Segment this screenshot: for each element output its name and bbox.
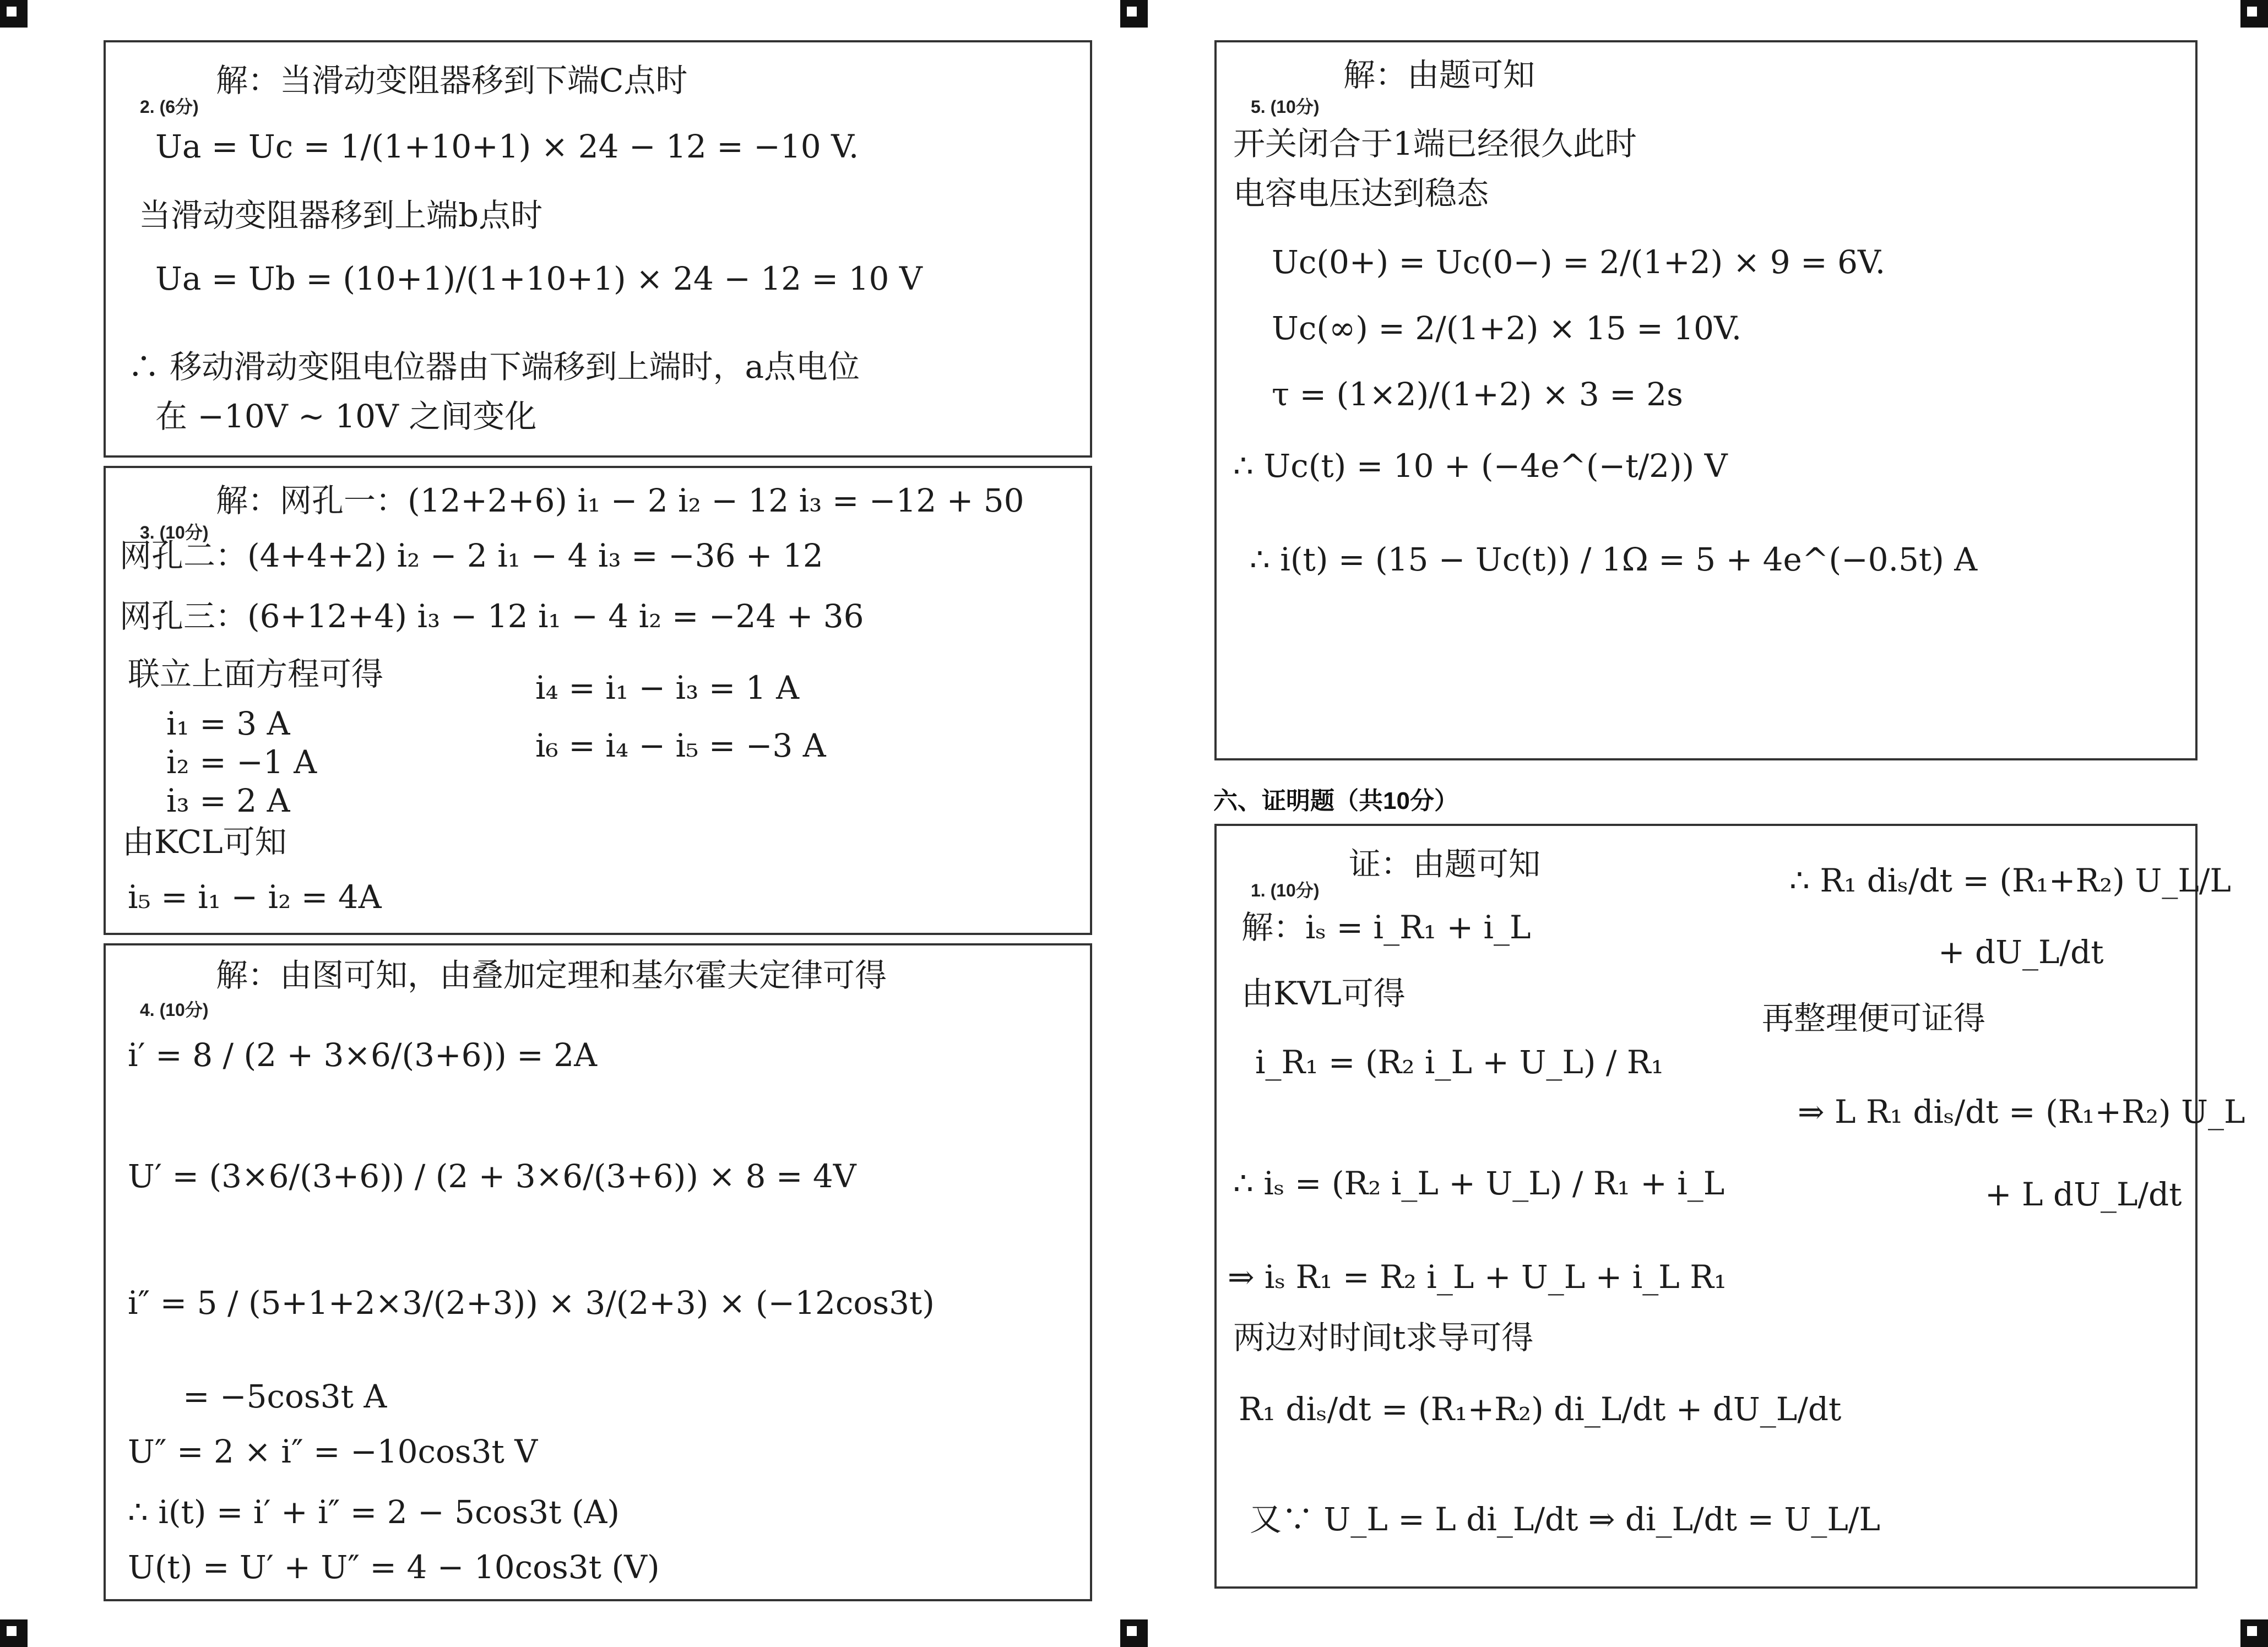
proof-line: 由KVL可得 bbox=[1241, 975, 1406, 1012]
proof-line: R₁ diₛ/dt = (R₁+R₂) di_L/dt + dU_L/dt bbox=[1239, 1390, 1842, 1428]
answer-line: 解：网孔一：(12+2+6) i₁ − 2 i₂ − 12 i₃ = −12 + 50 bbox=[216, 482, 1024, 519]
answer-line: 网孔三：(6+12+4) i₃ − 12 i₁ − 4 i₂ = −24 + 36 bbox=[120, 597, 864, 635]
proof-line: 又∵ U_L = L di_L/dt ⇒ di_L/dt = U_L/L bbox=[1250, 1501, 1880, 1538]
answer-line: i₄ = i₁ − i₃ = 1 A bbox=[535, 669, 800, 706]
answer-line: 解：由题可知 bbox=[1343, 56, 1535, 94]
answer-line: i″ = 5 / (5+1+2×3/(2+3)) × 3/(2+3) × (−12cos3t) bbox=[128, 1284, 935, 1322]
question-tag: 4. (10分) bbox=[140, 1000, 209, 1020]
answer-line: 当滑动变阻器移到上端b点时 bbox=[139, 197, 543, 234]
answer-line: 解：由图可知，由叠加定理和基尔霍夫定律可得 bbox=[216, 956, 887, 994]
proof-line: i_R₁ = (R₂ i_L + U_L) / R₁ bbox=[1255, 1043, 1664, 1081]
answer-line: 由KCL可知 bbox=[122, 823, 287, 861]
answer-line: Ua = Uc = 1/(1+10+1) × 24 − 12 = −10 V. bbox=[155, 128, 859, 165]
answer-line: 电容电压达到稳态 bbox=[1233, 175, 1489, 212]
answer-line: U″ = 2 × i″ = −10cos3t V bbox=[128, 1433, 538, 1470]
answer-line: ∴ Uc(t) = 10 + (−4e^(−t/2)) V bbox=[1233, 447, 1728, 485]
proof-line: + L dU_L/dt bbox=[1985, 1176, 2182, 1213]
registration-marker-top-right bbox=[2240, 0, 2268, 28]
answer-line: = −5cos3t A bbox=[183, 1378, 387, 1415]
answer-box-proof-1 bbox=[1214, 824, 2245, 1589]
registration-marker-top-left bbox=[0, 0, 28, 28]
proof-line: 再整理便可证得 bbox=[1762, 999, 1986, 1037]
answer-line: Uc(0+) = Uc(0−) = 2/(1+2) × 9 = 6V. bbox=[1272, 243, 1886, 281]
question-tag: 2. (6分) bbox=[140, 97, 199, 117]
registration-marker-bottom-center bbox=[1120, 1619, 1148, 1647]
proof-line: ⇒ L R₁ diₛ/dt = (R₁+R₂) U_L bbox=[1798, 1093, 2245, 1130]
question-tag: 1. (10分) bbox=[1251, 880, 1320, 900]
registration-marker-bottom-right bbox=[2240, 1619, 2268, 1647]
question-tag: 3. (10分) bbox=[140, 523, 209, 542]
answer-box-q4 bbox=[104, 943, 1092, 1601]
registration-marker-top-center bbox=[1120, 0, 1148, 28]
question-tag: 5. (10分) bbox=[1251, 97, 1320, 117]
answer-line: 网孔二：(4+4+2) i₂ − 2 i₁ − 4 i₃ = −36 + 12 bbox=[120, 537, 823, 574]
answer-line: Uc(∞) = 2/(1+2) × 15 = 10V. bbox=[1272, 309, 1742, 347]
answer-line: i₁ = 3 A bbox=[166, 705, 290, 742]
answer-line: i₅ = i₁ − i₂ = 4A bbox=[128, 878, 382, 916]
registration-marker-bottom-left bbox=[0, 1619, 28, 1647]
answer-line: 解：当滑动变阻器移到下端C点时 bbox=[216, 62, 688, 99]
answer-box-q3 bbox=[104, 466, 1092, 935]
answer-line: 在 −10V ~ 10V 之间变化 bbox=[155, 398, 537, 435]
proof-line: ⇒ iₛ R₁ = R₂ i_L + U_L + i_L R₁ bbox=[1228, 1258, 1727, 1296]
section-header: 六、证明题（共10分） bbox=[1213, 787, 1458, 814]
proof-line: + dU_L/dt bbox=[1938, 933, 2104, 971]
answer-box-q2 bbox=[104, 40, 1092, 458]
answer-line: ∴ i(t) = (15 − Uc(t)) / 1Ω = 5 + 4e^(−0.5t) A bbox=[1250, 541, 1978, 578]
proof-line: 两边对时间t求导可得 bbox=[1233, 1319, 1534, 1356]
answer-line: i′ = 8 / (2 + 3×6/(3+6)) = 2A bbox=[128, 1036, 597, 1074]
answer-line: Ua = Ub = (10+1)/(1+10+1) × 24 − 12 = 10 V bbox=[155, 260, 923, 297]
proof-line: ∴ iₛ = (R₂ i_L + U_L) / R₁ + i_L bbox=[1233, 1165, 1725, 1202]
answer-line: i₂ = −1 A bbox=[166, 743, 317, 781]
answer-line: U′ = (3×6/(3+6)) / (2 + 3×6/(3+6)) × 8 = 4V bbox=[128, 1157, 856, 1195]
answer-line: τ = (1×2)/(1+2) × 3 = 2s bbox=[1272, 376, 1683, 413]
answer-line: U(t) = U′ + U″ = 4 − 10cos3t (V) bbox=[128, 1548, 660, 1586]
answer-line: ∴ i(t) = i′ + i″ = 2 − 5cos3t (A) bbox=[128, 1493, 620, 1531]
answer-line: i₆ = i₄ − i₅ = −3 A bbox=[535, 727, 826, 764]
answer-box-q5 bbox=[1214, 40, 2198, 760]
answer-line: ∴ 移动滑动变阻电位器由下端移到上端时，a点电位 bbox=[128, 348, 860, 385]
answer-line: 联立上面方程可得 bbox=[128, 655, 384, 693]
answer-line: 开关闭合于1端已经很久此时 bbox=[1233, 125, 1637, 162]
proof-line: 证：由题可知 bbox=[1349, 845, 1541, 883]
proof-line: 解：iₛ = i_R₁ + i_L bbox=[1241, 909, 1531, 946]
proof-line: ∴ R₁ diₛ/dt = (R₁+R₂) U_L/L bbox=[1789, 862, 2231, 899]
answer-line: i₃ = 2 A bbox=[166, 782, 290, 819]
